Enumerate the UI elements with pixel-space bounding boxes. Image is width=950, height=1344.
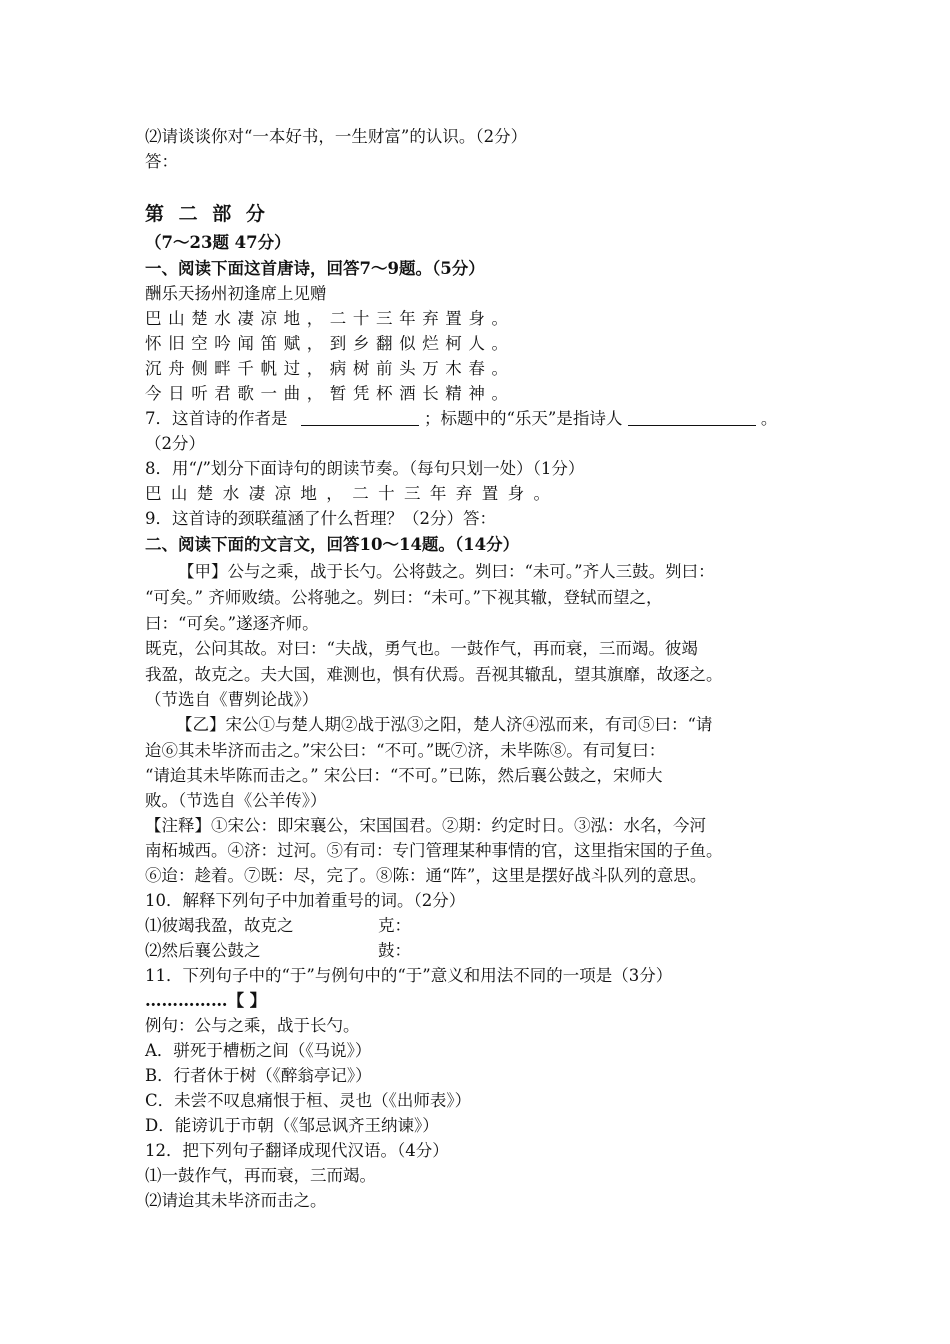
question-11: 11．下列句子中的“于”与例句中的“于”意义和用法不同的一项是（3分） (145, 966, 673, 985)
poem-line: 沉舟侧畔千帆过，病树前头万木春。 (145, 359, 515, 378)
option-a: A．骈死于槽枥之间（《马说》） (145, 1041, 372, 1060)
question-9: 9．这首诗的颈联蕴涵了什么哲理？（2分）答： (145, 509, 496, 528)
passage-jia-line: 曰：“可矣。”遂逐齐师。 (145, 614, 319, 633)
question-7-end: 。 (760, 409, 778, 428)
passage-jia-line: 【甲】公与之乘，战于长勺。公将鼓之。刿曰：“未可。”齐人三鼓。刿曰： (178, 562, 715, 581)
answer-label: 答： (145, 152, 178, 171)
question-7-part1: 7．这首诗的作者是 (145, 409, 288, 428)
part-heading: 第 二 部 分 (145, 203, 269, 225)
question-12: 12．把下列句子翻译成现代汉语。（4分） (145, 1141, 449, 1160)
poem-line: 怀旧空吟闻笛赋，到乡翻似烂柯人。 (145, 334, 515, 353)
poet-answer-blank[interactable] (628, 409, 756, 426)
author-answer-blank[interactable] (301, 409, 419, 426)
annotation-line: ⑥迨：趁着。⑦既：尽，完了。⑧陈：通“阵”，这里是摆好战斗队列的意思。 (145, 866, 707, 885)
passage-yi-line: “请迨其未毕陈而击之。” 宋公曰：“不可。”已陈，然后襄公鼓之，宋师大 (145, 766, 663, 785)
poem-title: 酬乐天扬州初逢席上见赠 (145, 284, 327, 303)
passage-yi-line: 迨⑥其未毕济而击之。”宋公曰：“不可。”既⑦济，未毕陈⑧。有司复曰： (145, 741, 666, 760)
passage-yi-line: 【乙】宋公①与楚人期②战于泓③之阳，楚人济④泓而来，有司⑤曰：“请 (176, 715, 713, 734)
passage-jia-line: “可矣。” 齐师败绩。公将驰之。刿曰：“未可。”下视其辙，登轼而望之， (145, 588, 663, 607)
section-1-heading: 一、阅读下面这首唐诗，回答7～9题。（5分） (145, 259, 485, 278)
passage-yi-source: 败。（节选自《公羊传》） (145, 791, 327, 810)
question-7-part2: ；标题中的“乐天”是指诗人 (424, 409, 623, 428)
question-7 (145, 407, 777, 431)
poem-line: 巴山楚水凄凉地，二十三年弃置身。 (145, 309, 515, 328)
question-10: 10．解释下列句子中加着重号的词。（2分） (145, 891, 466, 910)
question-10-item-1: ⑴彼竭我盈，故克之 (145, 916, 294, 935)
option-d: D．能谤讥于市朝（《邹忌讽齐王纳谏》） (145, 1116, 439, 1135)
option-c: C．未尝不叹息痛恨于桓、灵也（《出师表》） (145, 1091, 472, 1110)
question-10-item-2: ⑵然后襄公鼓之 (145, 941, 261, 960)
poem-line: 今日听君歌一曲，暂凭杯酒长精神。 (145, 384, 515, 403)
option-b: B．行者休于树（《醉翁亭记》） (145, 1066, 372, 1085)
question-10-answer-1: 克： (378, 916, 411, 935)
question-6-2: ⑵请谈谈你对“一本好书，一生财富”的认识。（2分） (145, 127, 528, 146)
question-12-item-2: ⑵请迨其未毕济而击之。 (145, 1191, 327, 1210)
annotation-line: 【注释】①宋公：即宋襄公，宋国国君。②期：约定时日。③泓：水名，今河 (145, 816, 706, 835)
rhythm-line: 巴山楚水凄凉地，二十三年弃置身。 (145, 484, 560, 503)
annotation-line: 南柘城西。④济：过河。⑤有司：专门管理某种事情的官，这里指宋国的子鱼。 (145, 841, 723, 860)
question-7-score: （2分） (145, 434, 205, 453)
section-2-heading: 二、阅读下面的文言文，回答10～14题。（14分） (145, 535, 520, 554)
question-11-answer-bracket: ……………【 】 (145, 991, 267, 1010)
passage-jia-line: 我盈，故克之。夫大国，难测也，惧有伏焉。吾视其辙乱，望其旗靡，故逐之。 (145, 665, 723, 684)
question-10-answer-2: 鼓： (378, 941, 411, 960)
question-12-item-1: ⑴一鼓作气，再而衰，三而竭。 (145, 1166, 376, 1185)
question-11-example: 例句：公与之乘，战于长勺。 (145, 1016, 360, 1035)
question-8: 8．用“/”划分下面诗句的朗读节奏。（每句只划一处）（1分） (145, 459, 585, 478)
passage-jia-source: （节选自《曹刿论战》） (145, 690, 319, 709)
part-score: （7～23题 47分） (145, 233, 291, 252)
passage-jia-line: 既克，公问其故。对曰：“夫战，勇气也。一鼓作气，再而衰，三而竭。彼竭 (145, 639, 698, 658)
